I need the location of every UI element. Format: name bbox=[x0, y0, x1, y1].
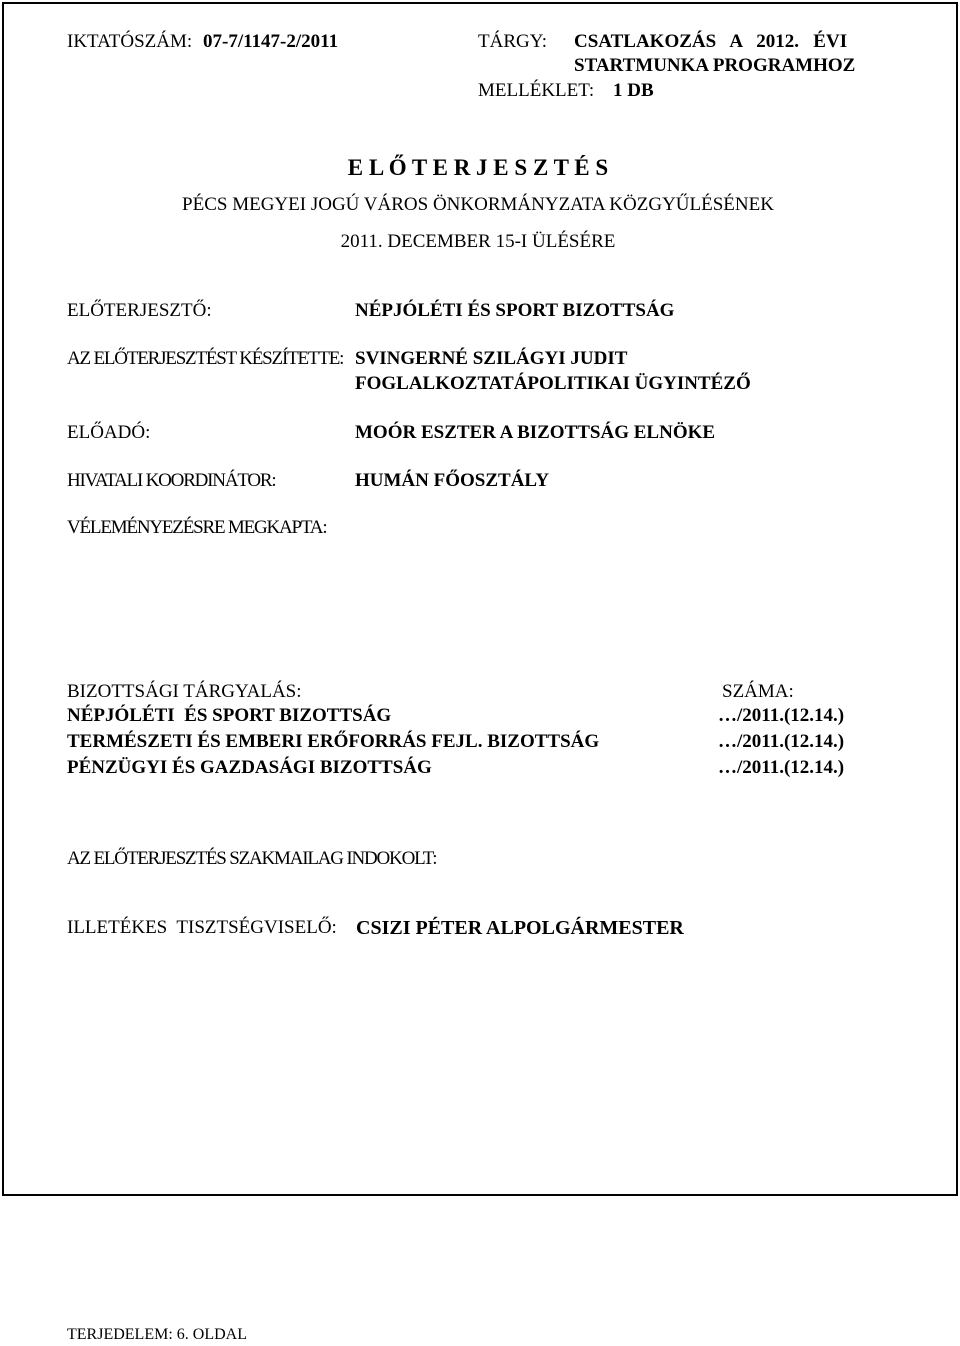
terjedelem: TERJEDELEM: 6. OLDAL bbox=[67, 1326, 247, 1343]
tisztsegviselo-label: ILLETÉKES TISZTSÉGVISELŐ: bbox=[67, 917, 337, 938]
indokolt-label: AZ ELŐTERJESZTÉS SZAKMAILAG INDOKOLT: bbox=[67, 848, 437, 869]
iktatoszam-value: 07-7/1147-2/2011 bbox=[203, 31, 339, 52]
committee-row-number: …/2011.(12.14.) bbox=[718, 705, 845, 726]
committee-row-name: NÉPJÓLÉTI ÉS SPORT BIZOTTSÁG bbox=[67, 705, 392, 726]
koordinator-value: HUMÁN FŐOSZTÁLY bbox=[355, 470, 550, 491]
title-line2: PÉCS MEGYEI JOGÚ VÁROS ÖNKORMÁNYZATA KÖZGYŰLÉSÉNEK bbox=[182, 194, 774, 215]
targy-line1: CSATLAKOZÁS A 2012. ÉVI bbox=[574, 31, 848, 52]
committee-label: BIZOTTSÁGI TÁRGYALÁS: bbox=[67, 681, 302, 702]
committee-row-number: …/2011.(12.14.) bbox=[718, 731, 845, 752]
keszitette-label: AZ ELŐTERJESZTÉST KÉSZÍTETTE: bbox=[67, 348, 344, 369]
eloado-value: MOÓR ESZTER A BIZOTTSÁG ELNÖKE bbox=[355, 422, 716, 443]
title-line3: 2011. DECEMBER 15-I ÜLÉSÉRE bbox=[340, 231, 616, 252]
targy-label: TÁRGY: bbox=[478, 31, 547, 52]
melleklet-value: 1 DB bbox=[613, 80, 654, 101]
eloterjeszto-label: ELŐTERJESZTŐ: bbox=[67, 300, 212, 321]
iktatoszam-label: IKTATÓSZÁM: bbox=[67, 31, 193, 52]
eloado-label: ELŐADÓ: bbox=[67, 422, 151, 443]
eloterjeszto-value: NÉPJÓLÉTI ÉS SPORT BIZOTTSÁG bbox=[355, 300, 675, 321]
velemenyezesre-label: VÉLEMÉNYEZÉSRE MEGKAPTA: bbox=[67, 517, 327, 538]
committee-row-number: …/2011.(12.14.) bbox=[718, 757, 845, 778]
melleklet-label: MELLÉKLET: bbox=[478, 80, 595, 101]
keszitette-name: SVINGERNÉ SZILÁGYI JUDIT bbox=[355, 348, 628, 369]
document-heading: E L Ő T E R J E S Z T É S bbox=[347, 155, 609, 180]
tisztsegviselo-value: CSIZI PÉTER ALPOLGÁRMESTER bbox=[356, 917, 684, 939]
keszitette-role: FOGLALKOZTATÁPOLITIKAI ÜGYINTÉZŐ bbox=[355, 373, 751, 394]
committee-number-label: SZÁMA: bbox=[722, 681, 794, 702]
committee-row-name: TERMÉSZETI ÉS EMBERI ERŐFORRÁS FEJL. BIZOTTSÁG bbox=[67, 731, 600, 752]
koordinator-label: HIVATALI KOORDINÁTOR: bbox=[67, 470, 276, 491]
committee-row-name: PÉNZÜGYI ÉS GAZDASÁGI BIZOTTSÁG bbox=[67, 757, 432, 778]
targy-line2: STARTMUNKA PROGRAMHOZ bbox=[574, 55, 856, 76]
